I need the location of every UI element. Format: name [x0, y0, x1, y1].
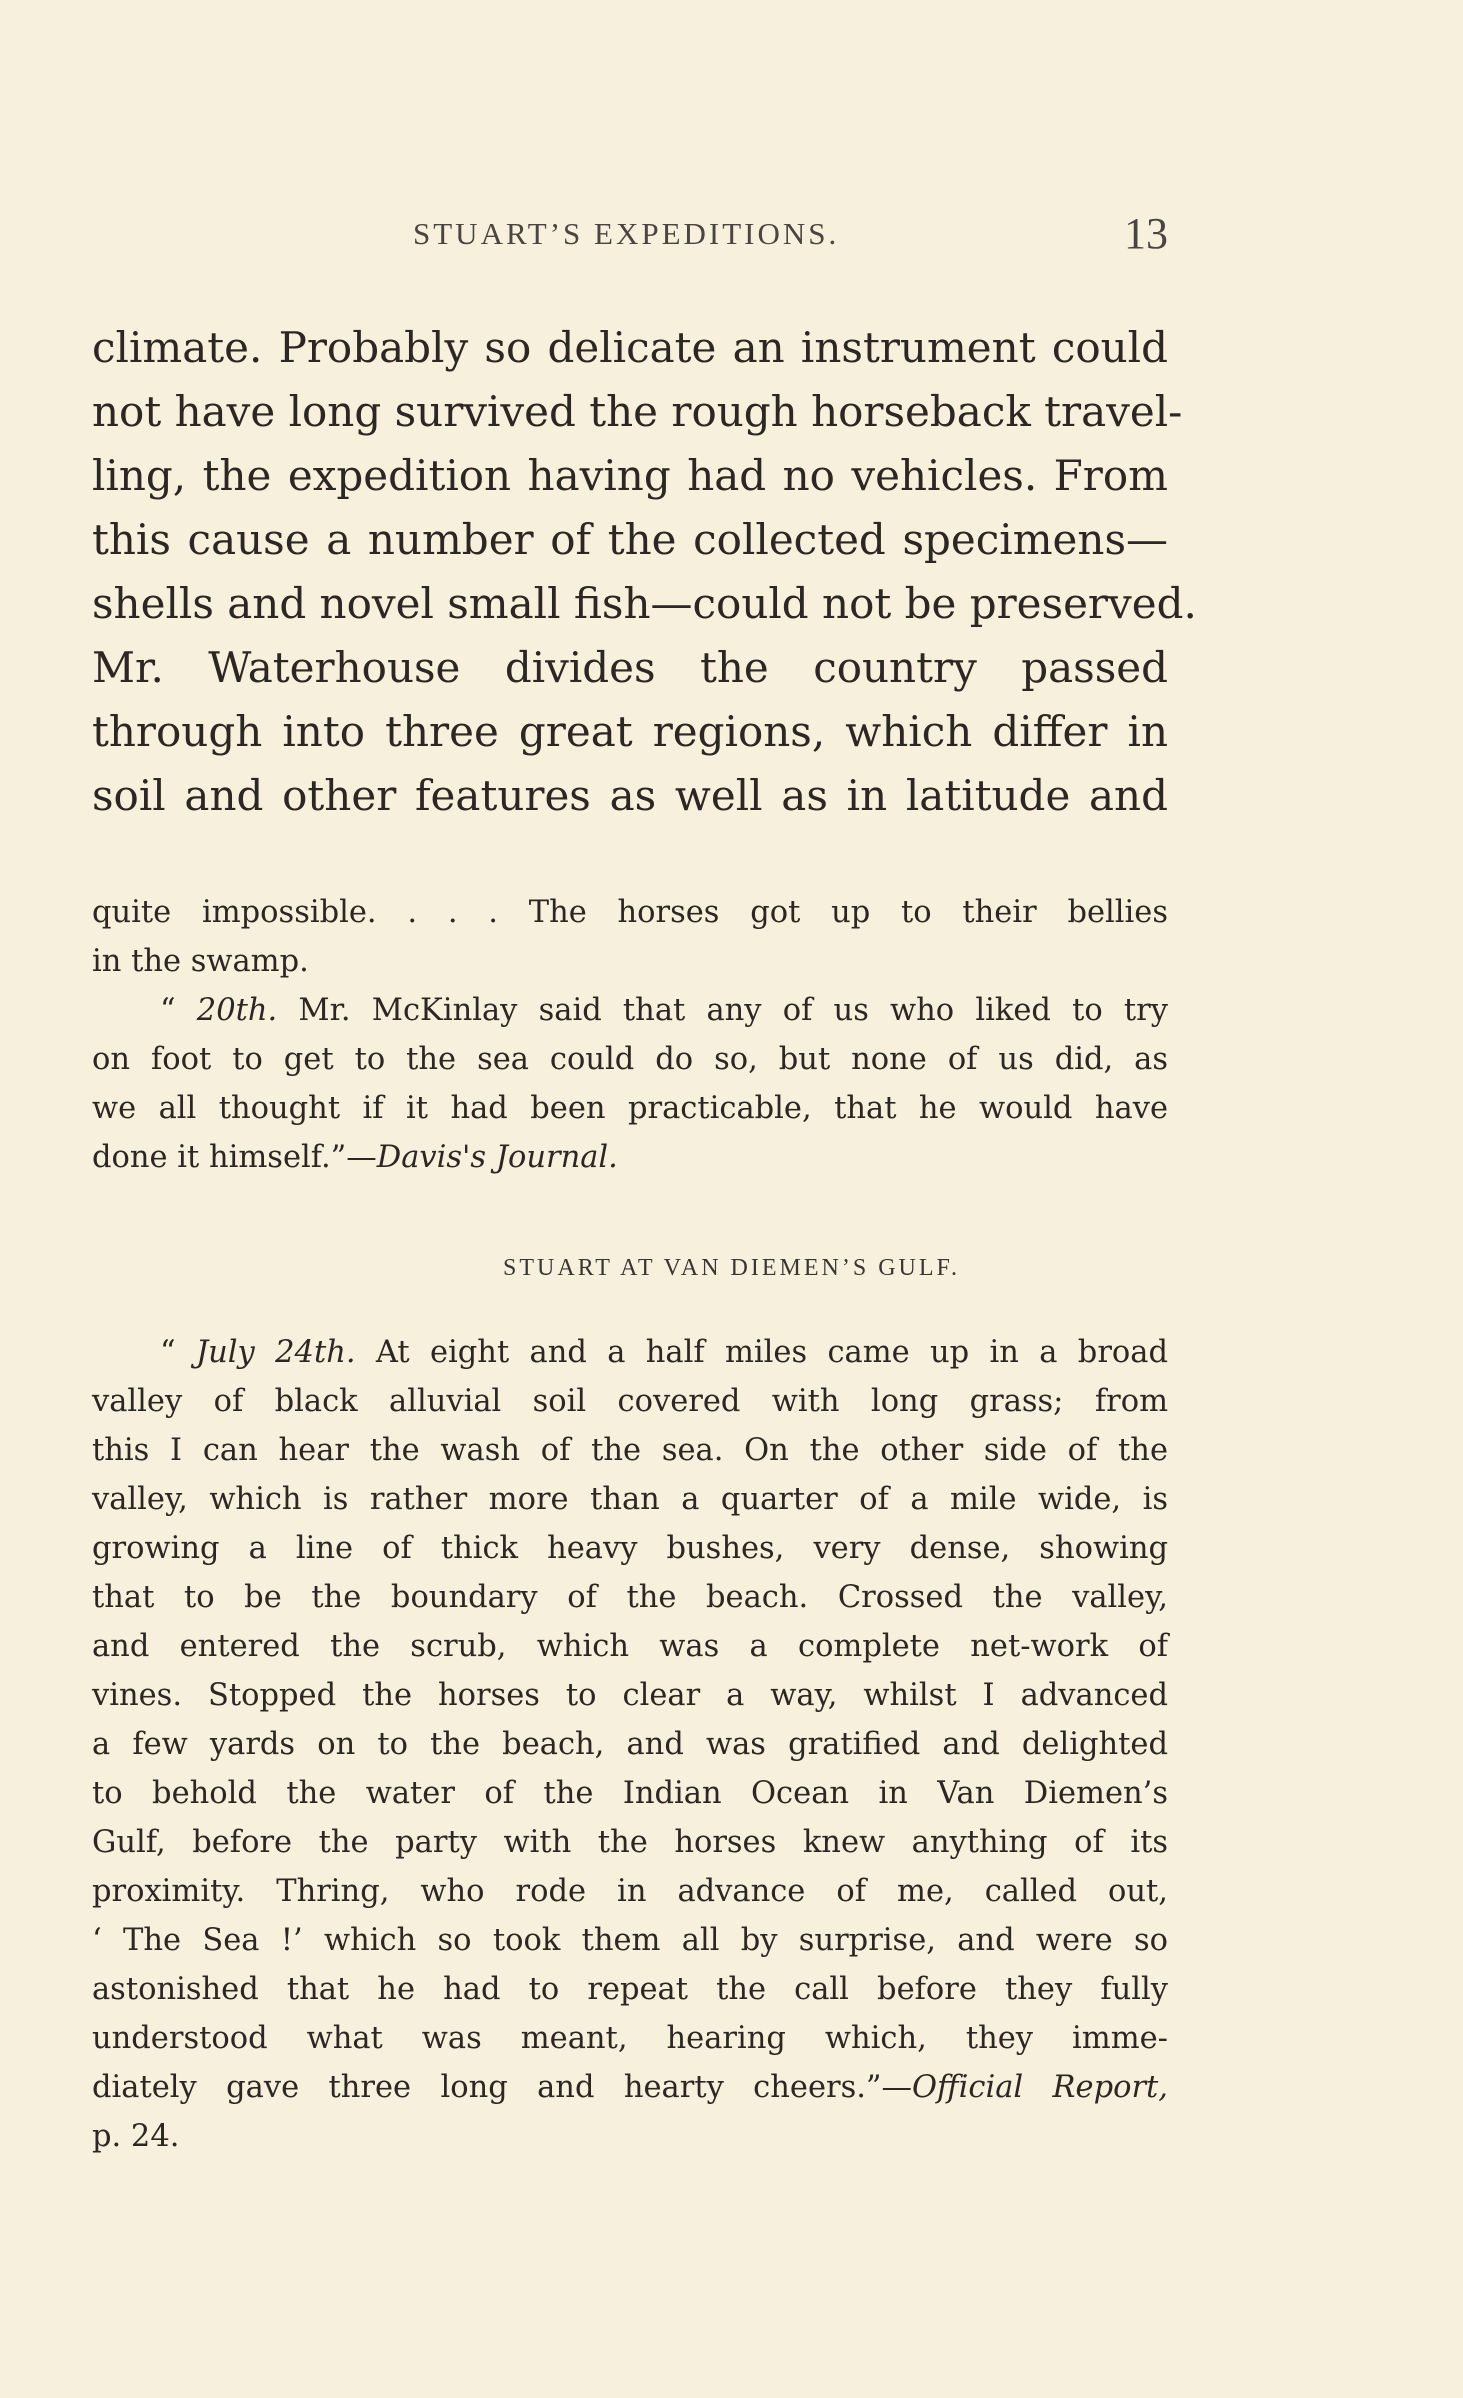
excerpt-line: understood what was meant, hearing which, they imme-: [92, 2021, 1168, 2056]
excerpt-line: Gulf, before the party with the horses knew anything of its: [92, 1825, 1168, 1860]
excerpt-text: diately gave three long and hearty cheers.”—: [92, 2070, 913, 2105]
excerpt-line: a few yards on to the beach, and was gratified and delighted: [92, 1727, 1168, 1762]
excerpt-line: valley, which is rather more than a quarter of a mile wide, is: [92, 1482, 1168, 1517]
excerpt-line: astonished that he had to repeat the call before they fully: [92, 1972, 1168, 2007]
open-quote: “: [160, 1335, 196, 1370]
footnote-line: we all thought if it had been practicable, that he would have: [92, 1091, 1168, 1126]
excerpt-line: ‘ The Sea !’ which so took them all by surprise, and were so: [92, 1923, 1168, 1958]
excerpt-line: [92, 1335, 1168, 1370]
running-title: STUART’S EXPEDITIONS.: [413, 216, 840, 251]
excerpt-line: and entered the scrub, which was a complete net-work of: [92, 1629, 1168, 1664]
main-line: this cause a number of the collected specimens—: [92, 515, 1168, 564]
section-heading: STUART AT VAN DIEMEN’S GULF.: [503, 1255, 960, 1281]
entry-text: At eight and a half miles came up in a broad: [355, 1335, 1168, 1370]
running-head: [413, 209, 1168, 258]
main-line: soil and other features as well as in latitude and: [92, 771, 1168, 820]
excerpt-line: that to be the boundary of the beach. Crossed the valley,: [92, 1580, 1168, 1615]
footnote-line: on foot to get to the sea could do so, but none of us did, as: [92, 1042, 1168, 1077]
excerpt-line: valley of black alluvial soil covered with long grass; from: [92, 1384, 1168, 1419]
footnote-line: [92, 1140, 1168, 1175]
footnote-line: in the swamp.: [92, 944, 309, 979]
entry-date: July 24th.: [195, 1335, 356, 1370]
excerpt-line: [92, 2070, 1168, 2105]
footnote-text: done it himself.”—: [92, 1140, 377, 1175]
main-line: climate. Probably so delicate an instrument could: [92, 323, 1168, 372]
entry-date: 20th.: [196, 993, 278, 1028]
open-quote: “: [160, 993, 197, 1028]
source-citation: Davis's Journal.: [376, 1140, 618, 1175]
main-line: Mr. Waterhouse divides the country passed: [92, 643, 1168, 692]
excerpt-line: to behold the water of the Indian Ocean in Van Diemen’s: [92, 1776, 1168, 1811]
excerpt-line: proximity. Thring, who rode in advance of me, called out,: [92, 1874, 1168, 1909]
footnote-line: quite impossible. . . . The horses got up to their bellies: [92, 895, 1168, 930]
main-line: through into three great regions, which differ in: [92, 707, 1168, 756]
excerpt-line: growing a line of thick heavy bushes, very dense, showing: [92, 1531, 1168, 1566]
main-line: ling, the expedition having had no vehicles. From: [92, 451, 1168, 500]
entry-text: Mr. McKinlay said that any of us who liked to try: [277, 993, 1168, 1028]
main-line: not have long survived the rough horseback travel-: [92, 387, 1183, 436]
page-reference: p. 24.: [92, 2119, 180, 2154]
excerpt-line: this I can hear the wash of the sea. On the other side of the: [92, 1433, 1168, 1468]
page-number: 13: [1124, 209, 1168, 258]
footnote-line: [92, 993, 1168, 1028]
main-line: shells and novel small fish—could not be preserved.: [92, 579, 1197, 628]
source-citation: Official Report,: [912, 2070, 1168, 2105]
excerpt-line: vines. Stopped the horses to clear a way, whilst I advanced: [92, 1678, 1168, 1713]
